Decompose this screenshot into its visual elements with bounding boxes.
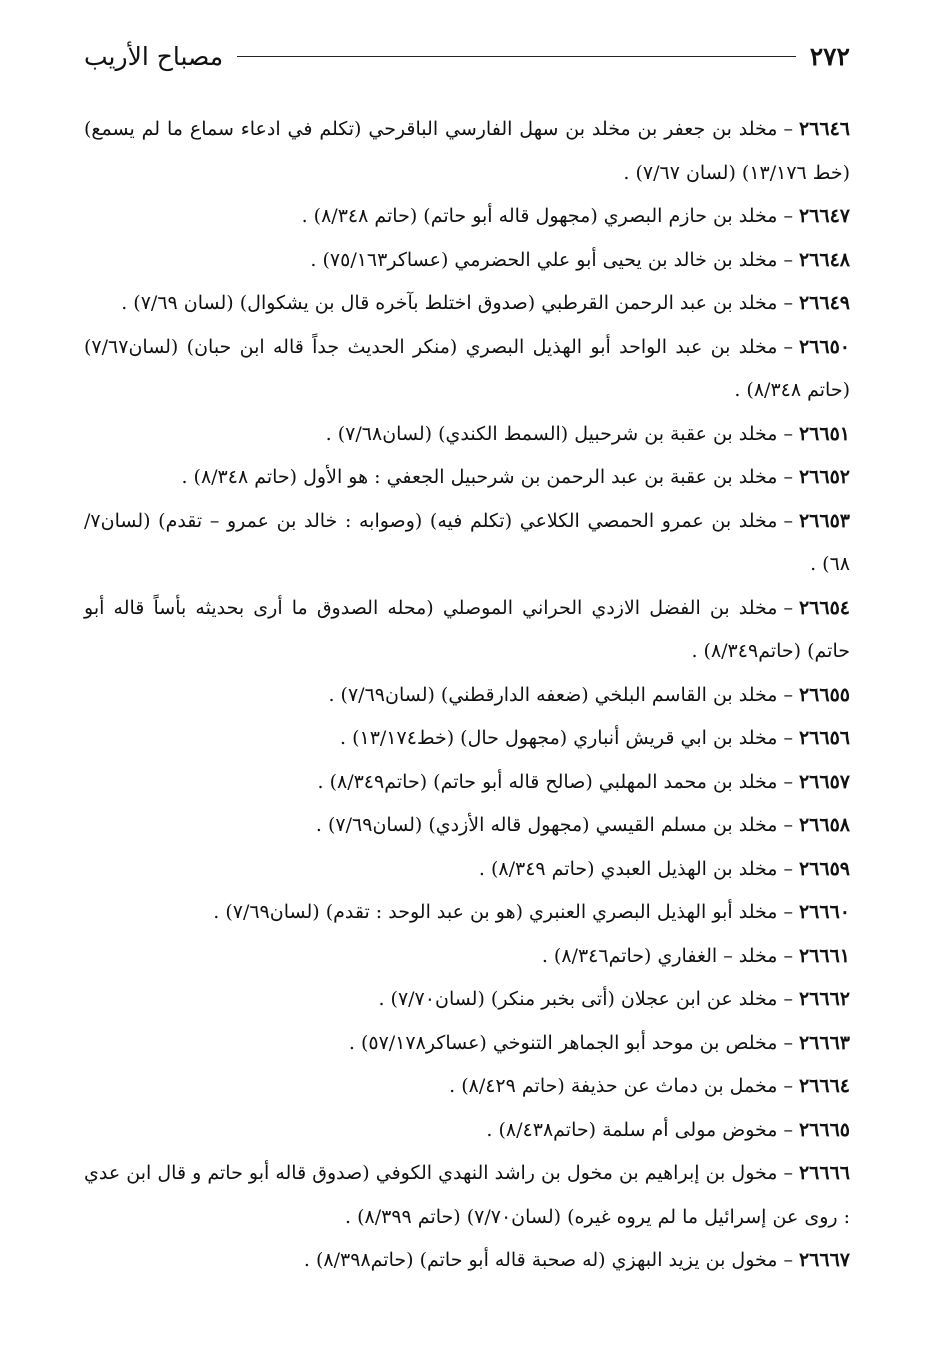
entry-text: مخلد بن جعفر بن مخلد بن سهل الفارسي الباقرحي (تكلم في ادعاء سماع ما لم يسمع) (خط ١٣/١٧٦) (لسان ٧/٦٧) . (84, 118, 850, 184)
entry-number: ٢٦٦٦٢ (798, 988, 850, 1010)
entry-number: ٢٦٦٤٩ (798, 292, 850, 314)
entry-text: مخلد بن خالد بن يحيى أبو علي الحضرمي (عساكر٧٥/١٦٣) . (310, 248, 778, 271)
list-item (84, 1022, 850, 1066)
list-item (84, 326, 850, 413)
entry-number: ٢٦٦٥٠ (798, 335, 850, 358)
list-item (84, 935, 850, 979)
entry-number: ٢٦٦٤٧ (798, 205, 850, 227)
entry-number: ٢٦٦٦٥ (798, 1118, 850, 1141)
entry-text: مخلد بن ابي قريش أنباري (مجهول حال) (خط١٣/١٧٤) . (340, 727, 778, 749)
list-item (84, 239, 850, 283)
list-item (84, 804, 850, 848)
entry-text: مخلد بن الفضل الازدي الحراني الموصلي (محله الصدوق ما أرى بحديثه بأساً قاله أبو حاتم) (حاتم٨/٣٤٩) . (84, 596, 850, 662)
entry-number: ٢٦٦٥٦ (798, 727, 850, 749)
entry-text: مخوض مولى أم سلمة (حاتم٨/٤٣٨) . (486, 1118, 778, 1141)
entry-text: مخلد بن عمرو الحمصي الكلاعي (تكلم فيه) (وصوابه : خالد بن عمرو – تقدم) (لسان٧/ ٦٨) . (84, 509, 850, 575)
entry-number: ٢٦٦٦٧ (798, 1249, 850, 1271)
entry-number: ٢٦٦٤٦ (798, 118, 850, 140)
list-item (84, 1065, 850, 1109)
entry-dash: – (783, 683, 793, 706)
entry-dash: – (783, 1118, 793, 1141)
list-item (84, 587, 850, 674)
list-item (84, 1152, 850, 1239)
entry-dash: – (783, 292, 793, 314)
entry-number: ٢٦٦٥٥ (798, 683, 850, 706)
entry-text: مخمل بن دماث عن حذيفة (حاتم ٨/٤٢٩) . (449, 1075, 778, 1097)
entry-list (84, 108, 850, 1283)
entry-text: مخلد بن الهذيل العبدي (حاتم ٨/٣٤٩) . (478, 857, 778, 880)
entry-number: ٢٦٦٦٠ (798, 901, 850, 923)
entry-text: مخلد بن مسلم القيسي (مجهول قاله الأزدي) (لسان٧/٦٩) . (315, 814, 778, 836)
list-item (84, 413, 850, 457)
entry-text: مخلد بن عبد الواحد أبو الهذيل البصري (منكر الحديث جداً قاله ابن حبان) (لسان٧/٦٧) (حاتم ٨/٣٤٨) . (84, 335, 850, 401)
entry-dash: – (783, 944, 793, 967)
entry-number: ٢٦٦٥٩ (798, 857, 850, 880)
entry-text: مخلد – الغفاري (حاتم٨/٣٤٦) . (541, 944, 778, 967)
entry-dash: – (783, 1249, 793, 1271)
entry-text: مخلد بن حازم البصري (مجهول قاله أبو حاتم) (حاتم ٨/٣٤٨) . (301, 205, 778, 227)
entry-dash: – (783, 770, 793, 793)
page-header (84, 36, 850, 76)
entry-dash: – (783, 1075, 793, 1097)
entry-number: ٢٦٦٥٣ (798, 509, 850, 532)
entry-dash: – (783, 335, 793, 358)
entry-number: ٢٦٦٥٧ (798, 770, 850, 793)
entry-dash: – (783, 596, 793, 619)
list-item (84, 195, 850, 239)
entry-dash: – (783, 857, 793, 880)
entry-dash: – (783, 422, 793, 445)
entry-number: ٢٦٦٥٤ (798, 596, 850, 619)
list-item (84, 978, 850, 1022)
entry-text: مخلد بن القاسم البلخي (ضعفه الدارقطني) (لسان٧/٦٩) . (328, 683, 778, 706)
entry-dash: – (783, 118, 793, 140)
entry-dash: – (783, 1162, 793, 1184)
entry-dash: – (783, 248, 793, 271)
header-rule (237, 56, 796, 57)
list-item (84, 1109, 850, 1153)
entry-dash: – (783, 988, 793, 1010)
entry-number: ٢٦٦٦١ (798, 944, 850, 967)
entry-number: ٢٦٦٤٨ (798, 248, 850, 271)
list-item (84, 761, 850, 805)
list-item (84, 456, 850, 500)
entry-dash: – (783, 814, 793, 836)
entry-text: مخلد أبو الهذيل البصري العنبري (هو بن عبد الوحد : تقدم) (لسان٧/٦٩) . (213, 901, 778, 923)
page-number: ٢٧٢ (809, 41, 850, 71)
book-title: مصباح الأريب (84, 41, 224, 71)
entry-dash: – (783, 509, 793, 532)
list-item (84, 108, 850, 195)
list-item (84, 282, 850, 326)
entry-text: مخلد بن عبد الرحمن القرطبي (صدوق اختلط بآخره قال بن يشكوال) (لسان ٧/٦٩) . (121, 292, 778, 314)
list-item (84, 674, 850, 718)
entry-dash: – (783, 466, 793, 488)
entry-number: ٢٦٦٦٣ (798, 1031, 850, 1054)
entry-dash: – (783, 901, 793, 923)
entry-text: مخول بن يزيد البهزي (له صحبة قاله أبو حاتم) (حاتم٨/٣٩٨) . (303, 1249, 778, 1271)
entry-text: مخلص بن موحد أبو الجماهر التنوخي (عساكر٥٧/١٧٨) . (348, 1031, 778, 1054)
entry-dash: – (783, 727, 793, 749)
list-item (84, 500, 850, 587)
list-item (84, 848, 850, 892)
entry-number: ٢٦٦٥١ (798, 422, 850, 445)
entry-dash: – (783, 1031, 793, 1054)
entry-text: مخلد بن عقبة بن شرحبيل (السمط الكندي) (لسان٧/٦٨) . (325, 422, 778, 445)
entry-text: مخلد عن ابن عجلان (أتى بخبر منكر) (لسان٧/٧٠) . (378, 988, 778, 1010)
entry-text: مخلد بن محمد المهلبي (صالح قاله أبو حاتم) (حاتم٨/٣٤٩) . (317, 770, 778, 793)
entry-number: ٢٦٦٥٢ (798, 466, 850, 488)
entry-number: ٢٦٦٥٨ (798, 814, 850, 836)
entry-number: ٢٦٦٦٦ (798, 1162, 850, 1184)
entry-text: مخلد بن عقبة بن عبد الرحمن بن شرحبيل الجعفي : هو الأول (حاتم ٨/٣٤٨) . (181, 466, 778, 488)
list-item (84, 717, 850, 761)
entry-text: مخول بن إبراهيم بن مخول بن راشد النهدي الكوفي (صدوق قاله أبو حاتم و قال ابن عدي : روى عن إسرائيل ما لم يروه غيره) (لسان٧/٧٠) (حاتم ٨/٣٩٩) . (84, 1162, 850, 1228)
list-item (84, 891, 850, 935)
entry-dash: – (783, 205, 793, 227)
entry-number: ٢٦٦٦٤ (798, 1075, 850, 1097)
list-item (84, 1239, 850, 1283)
